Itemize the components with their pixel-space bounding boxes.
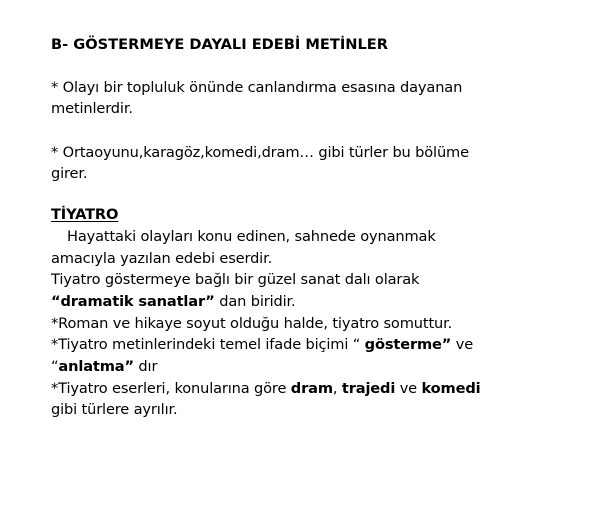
- definition-line-2: amacıyla yazılan edebi eserdir.: [51, 250, 273, 267]
- section-title-tiyatro: TİYATRO: [51, 206, 119, 223]
- branch-rest: dan biridir.: [214, 293, 296, 310]
- expression-bold-anlatma: anlatma”: [58, 358, 134, 375]
- types-prefix: *Tiyatro eserleri, konularına göre: [51, 380, 291, 397]
- types-trajedi: trajedi: [341, 380, 396, 397]
- bullet-1-line-1: * Olayı bir topluluk önünde canlandırma esasına dayanan: [51, 79, 463, 96]
- expression-line-2: [51, 358, 157, 376]
- expression-open-quote: “: [51, 358, 59, 375]
- document-heading: B- GÖSTERMEYE DAYALI EDEBİ METİNLER: [51, 36, 388, 53]
- branch-bold-term: “dramatik sanatlar”: [51, 293, 215, 310]
- types-dram: dram: [290, 380, 333, 397]
- expression-mid: ve: [451, 336, 474, 353]
- branch-line-1: Tiyatro göstermeye bağlı bir güzel sanat dalı olarak: [51, 271, 420, 288]
- expression-end: dır: [133, 358, 158, 375]
- expression-bold-gosterme: gösterme”: [364, 336, 452, 353]
- types-and: ve: [395, 380, 422, 397]
- bullet-2-line-2: girer.: [51, 165, 88, 182]
- types-line-2: gibi türlere ayrılır.: [51, 401, 178, 418]
- bullet-2-line-1: * Ortaoyunu,karagöz,komedi,dram… gibi türler bu bölüme: [51, 144, 469, 161]
- types-komedi: komedi: [421, 380, 481, 397]
- concrete-line: *Roman ve hikaye soyut olduğu halde, tiyatro somuttur.: [51, 315, 453, 332]
- bullet-1-line-2: metinlerdir.: [51, 100, 133, 117]
- expression-line-1: [51, 336, 473, 354]
- branch-line-2: [51, 293, 296, 311]
- types-line-1: [51, 380, 481, 398]
- types-comma: ,: [332, 380, 342, 397]
- definition-line-1: Hayattaki olayları konu edinen, sahnede oynanmak: [67, 228, 436, 245]
- expression-prefix: *Tiyatro metinlerindeki temel ifade biçimi “: [51, 336, 365, 353]
